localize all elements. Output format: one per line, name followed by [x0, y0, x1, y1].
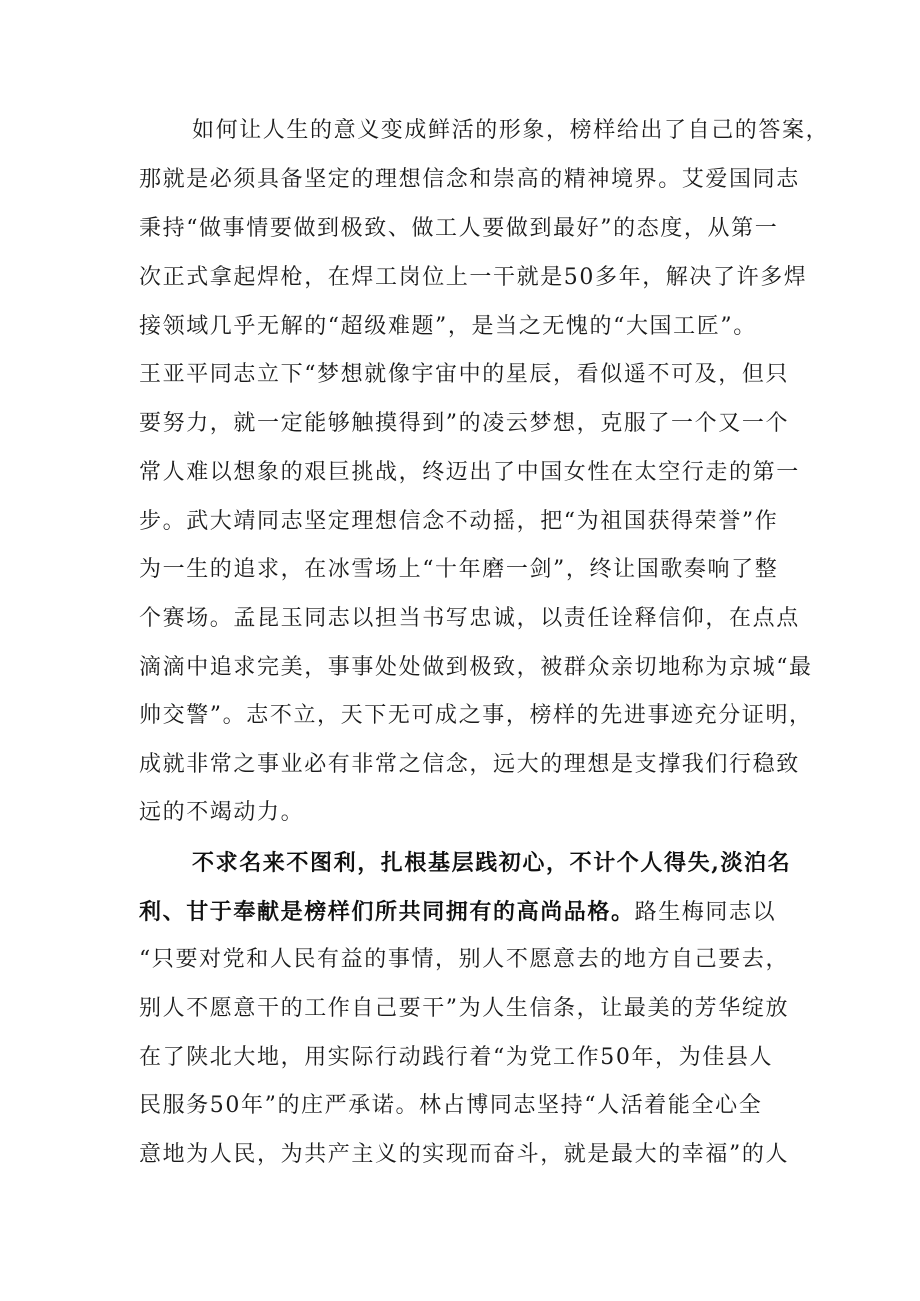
text-line: 别人不愿意干的工作自己要干”为人生信条，让最美的芳华绽放	[139, 996, 790, 1021]
text-line: 步。武大靖同志坚定理想信念不动摇，把“为祖国获得荣誉”作	[139, 509, 779, 534]
text-line: 那就是必须具备坚定的理想信念和崇高的精神境界。艾爱国同志	[139, 167, 800, 192]
text-line: 滴滴中追求完美，事事处处做到极致，被群众亲切地称为京城“最	[139, 655, 813, 680]
text-line: 帅交警”。志不立，天下无可成之事，榜样的先进事迹充分证明，	[139, 703, 813, 728]
bold-heading-line: 不求名来不图利，扎根基层践初心，不计个人得失,淡泊名	[192, 850, 792, 876]
text-line: 为一生的追求，在冰雪场上“十年磨一剑”，终让国歌奏响了整	[139, 557, 779, 582]
text-line: 个赛场。孟昆玉同志以担当书写忠诚，以责任诠释信仰，在点点	[139, 606, 800, 631]
text-line: 意地为人民，为共产主义的实现而奋斗，就是最大的幸福”的人	[139, 1142, 790, 1167]
text-line: 在了陕北大地，用实际行动践行着“为党工作50年，为佳县人	[139, 1045, 774, 1070]
text-line: 民服务50年”的庄严承诺。林占博同志坚持“人活着能全心全	[139, 1093, 763, 1118]
text-line: 要努力，就一定能够触摸得到”的凌云梦想，克服了一个又一个	[139, 411, 790, 436]
text-line: 常人难以想象的艰巨挑战，终迈出了中国女性在太空行走的第一	[139, 460, 800, 485]
text-line	[139, 895, 776, 929]
text-line: 成就非常之事业必有非常之信念，远大的理想是支撑我们行稳致	[139, 752, 800, 777]
text-line: 接领域几乎无解的“超级难题”，是当之无愧的“大国工匠”。	[139, 314, 757, 339]
text-segment: 路生梅同志以	[634, 900, 777, 925]
text-line: 如何让人生的意义变成鲜活的形象，榜样给出了自己的答案，	[192, 118, 830, 143]
text-line: “只要对党和人民有益的事情，别人不愿意去的地方自己要去，	[139, 947, 790, 972]
text-line: 王亚平同志立下“梦想就像宇宙中的星辰，看似遥不可及，但只	[139, 362, 790, 387]
bold-heading-segment: 利、甘于奉献是榜样们所共同拥有的高尚品格。	[139, 899, 635, 925]
text-line: 远的不竭动力。	[139, 800, 305, 825]
text-line: 秉持“做事情要做到极致、做工人要做到最好”的态度，从第一	[139, 216, 779, 241]
text-line: 次正式拿起焊枪，在焊工岗位上一干就是50多年，解决了许多焊	[139, 265, 808, 290]
